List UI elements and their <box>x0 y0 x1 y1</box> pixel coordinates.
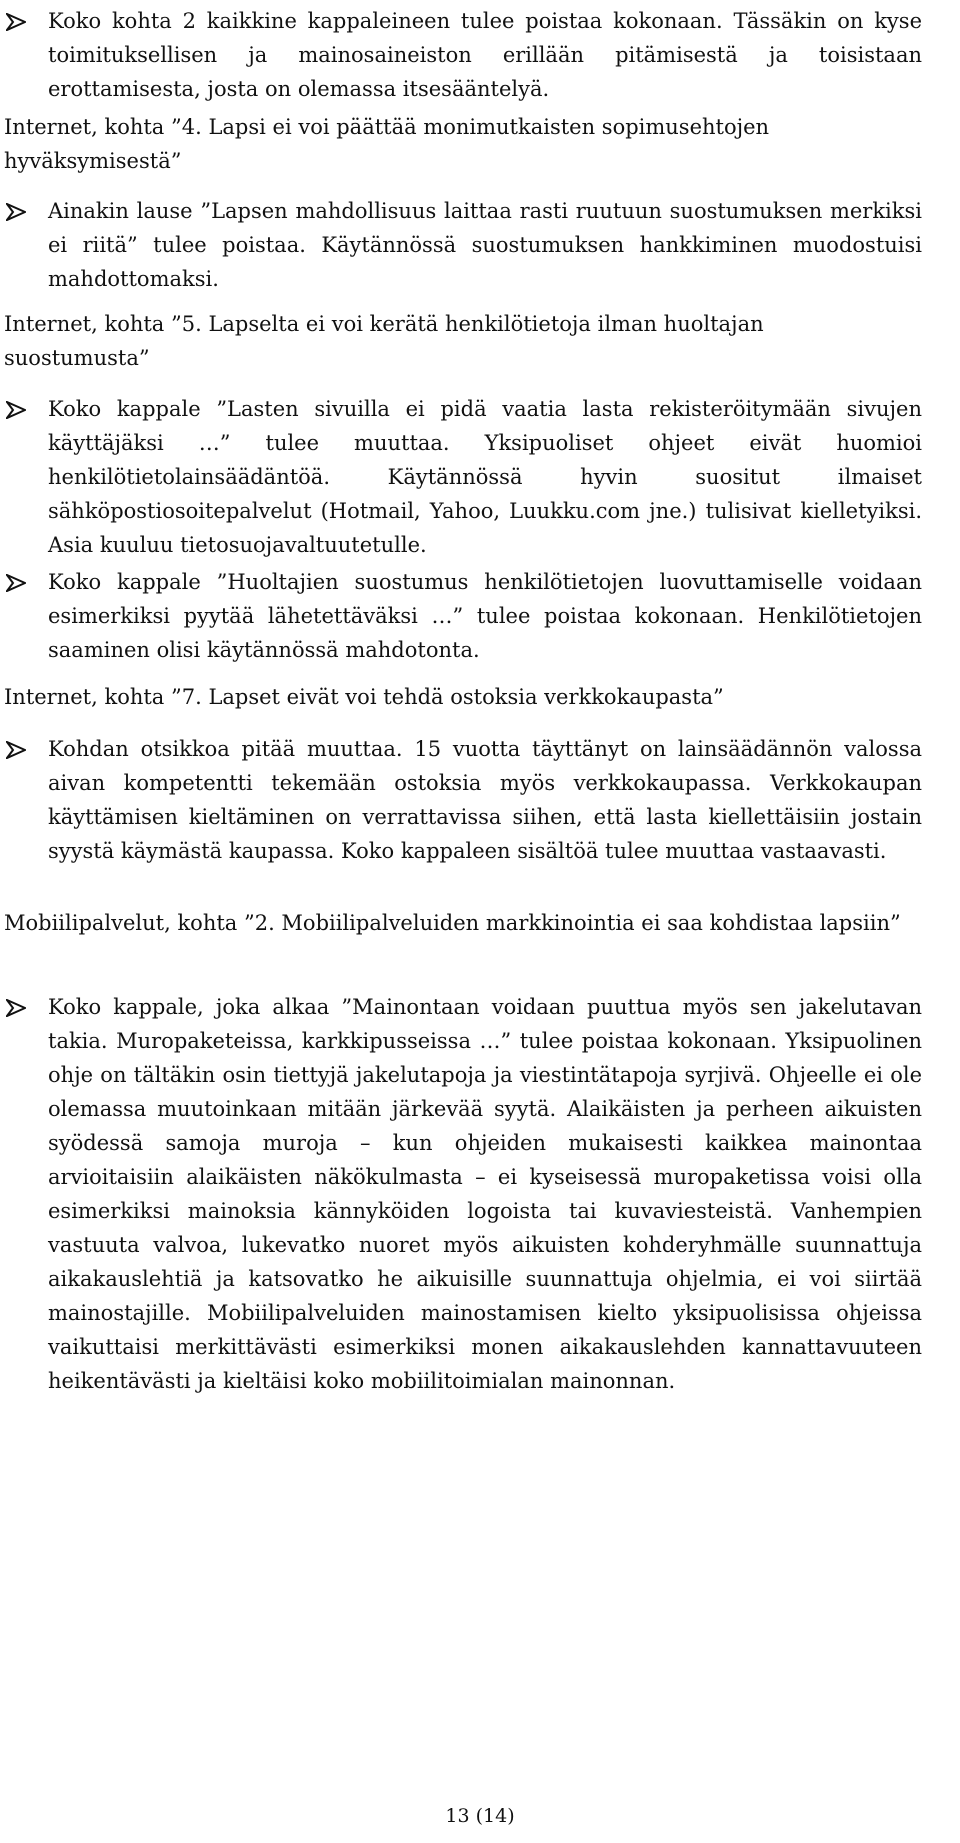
arrowhead-bullet-icon <box>4 565 32 599</box>
bullet-text: Koko kohta 2 kaikkine kappaleineen tulee poistaa kokonaan. Tässäkin on kyse toimituksellisen ja mainosaineiston erillään pitämisestä ja toisistaan erottamisesta, josta on olemassa itsesääntelyä. <box>48 9 922 101</box>
bullet-text: Koko kappale ”Huoltajien suostumus henkilötietojen luovuttamiselle voidaan esimerkiksi pyytää lähetettäväksi …” tulee poistaa kokonaan. Henkilötietojen saaminen olisi käytännössä mahdotonta. <box>48 570 922 662</box>
bullet-item-3 <box>4 392 924 562</box>
bullet-text: Kohdan otsikkoa pitää muuttaa. 15 vuotta täyttänyt on lainsäädännön valossa aivan kompetentti tekemään ostoksia myös verkkokaupassa. Verkkokaupan käyttämisen kieltäminen on verrattavissa siihen, että lasta kiellettäisiin jostain syystä käymästä kaupassa. Koko kappaleen sisältöä tulee muuttaa vastaavasti. <box>48 737 922 863</box>
arrowhead-bullet-icon <box>4 194 32 228</box>
bullet-text: Ainakin lause ”Lapsen mahdollisuus laittaa rasti ruutuun suostumuksen merkiksi ei riitä” tulee poistaa. Käytännössä suostumuksen hankkiminen muodostuisi mahdottomaksi. <box>48 199 922 291</box>
bullet-text: Koko kappale ”Lasten sivuilla ei pidä vaatia lasta rekisteröitymään sivujen käyttäjäksi …” tulee muuttaa. Yksipuoliset ohjeet eivät huomioi henkilötietolainsäädäntöä. Käytännössä hyvin suositut ilmaiset sähköpostiosoitepalvelut (Hotmail, Yahoo, Luukku.com jne.) tulisivat kielletyiksi. Asia kuuluu tietosuojavaltuutetulle. <box>48 397 922 557</box>
bullet-text: Koko kappale, joka alkaa ”Mainontaan voidaan puuttua myös sen jakelutavan takia. Muropaketeissa, karkkipusseissa …” tulee poistaa kokonaan. Yksipuolinen ohje on tältäkin osin tiettyjä jakelutapoja ja viestintätapoja syrjivä. Ohjeelle ei ole olemassa muutoinkaan mitään järkevää syytä. Alaikäisten ja perheen aikuisten syödessä samoja muroja – kun ohjeiden mukaisesti kaikkea mainontaa arvioitaisiin alaikäisten näkökulmasta – ei kyseisessä muropaketissa voisi olla esimerkiksi mainoksia kännyköiden logoista tai kuvaviesteistä. Vanhempien vastuuta valvoa, lukevatko nuoret myös aikuisten kohderyhmälle suunnattuja aikakauslehtiä ja katsovatko he aikuisille suunnattuja ohjelmia, ei voi siirtää mainostajille. Mobiilipalveluiden mainostamisen kielto yksipuolisissa ohjeissa vaikuttaisi merkittävästi esimerkiksi monen aikakauslehden kannattavuuteen heikentävästi ja kieltäisi koko mobiilitoimialan mainonnan. <box>48 995 922 1393</box>
bullet-item-2 <box>4 194 924 296</box>
bullet-item-5 <box>4 732 924 868</box>
section-heading: Internet, kohta ”7. Lapset eivät voi tehdä ostoksia verkkokaupasta” <box>4 685 724 709</box>
section-heading: Mobiilipalvelut, kohta ”2. Mobiilipalveluiden markkinointia ei saa kohdistaa lapsiin” <box>4 911 901 935</box>
section-heading: Internet, kohta ”5. Lapselta ei voi kerätä henkilötietoja ilman huoltajan suostumusta” <box>4 312 764 370</box>
arrowhead-bullet-icon <box>4 990 32 1024</box>
bullet-item-1 <box>4 4 924 106</box>
arrowhead-bullet-icon <box>4 4 32 38</box>
arrowhead-bullet-icon <box>4 732 32 766</box>
page-number: 13 (14) <box>445 1805 515 1827</box>
bullet-item-4 <box>4 565 924 667</box>
bullet-item-6 <box>4 990 924 1398</box>
section-heading: Internet, kohta ”4. Lapsi ei voi päättää monimutkaisten sopimusehtojen hyväksymisestä” <box>4 115 770 173</box>
arrowhead-bullet-icon <box>4 392 32 426</box>
